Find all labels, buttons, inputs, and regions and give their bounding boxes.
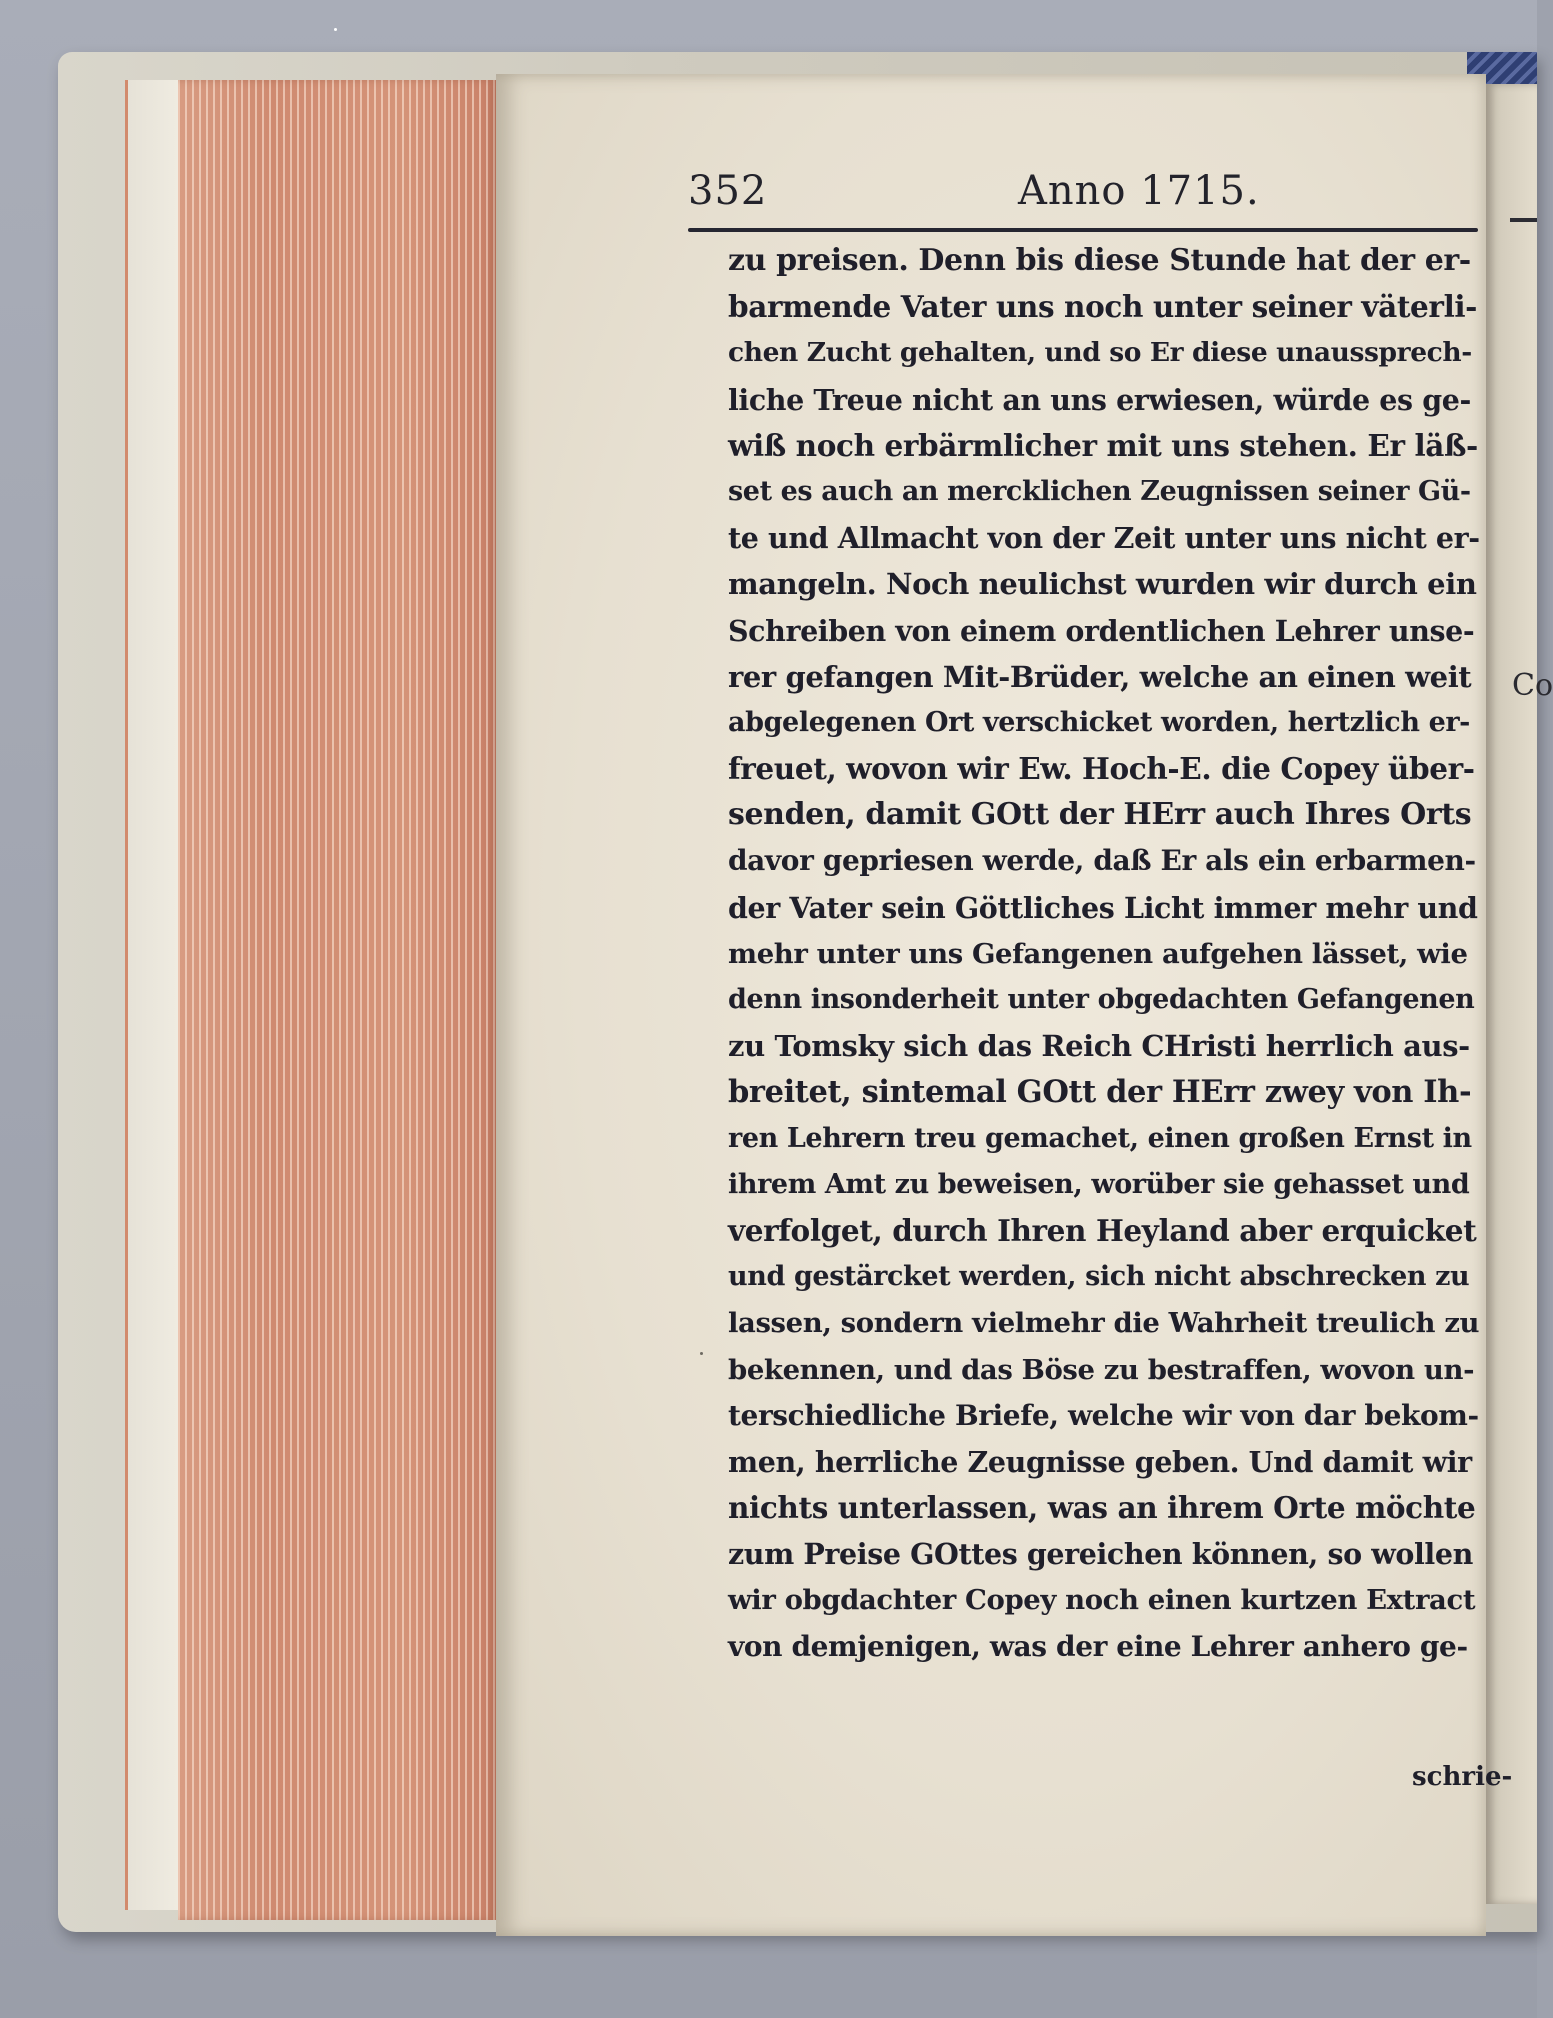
body-text (728, 238, 1480, 1670)
page-header (688, 168, 1478, 224)
text-line: zu preisen. Denn bis diese Stunde hat der er- (728, 243, 1471, 278)
text-line: liche Treue nicht an uns erwiesen, würde es ge- (728, 382, 1471, 417)
text-line: von demjenigen, was der eine Lehrer anhero ge- (728, 1629, 1468, 1663)
red-sprinkled-page-edges (178, 80, 496, 1920)
running-head: Anno 1715. (1018, 168, 1260, 214)
page-number: 352 (688, 168, 768, 214)
text-line: verfolget, durch Ihren Heyland aber erquicket (728, 1212, 1477, 1248)
text-line: lassen, sondern vielmehr die Wahrheit treulich zu (728, 1307, 1480, 1340)
text-line: der Vater sein Göttliches Licht immer mehr und (728, 890, 1478, 925)
text-line: ihrem Amt zu beweisen, worüber sie gehasset und (728, 1168, 1470, 1200)
text-line: zum Preise GOttes gereichen können, so wollen (728, 1537, 1473, 1572)
text-line: te und Allmacht von der Zeit unter uns nicht er- (728, 521, 1480, 556)
paper-speck (334, 28, 337, 31)
text-line: chen Zucht gehalten, und so Er diese unaussprech- (728, 337, 1472, 369)
text-line: set es auch an mercklichen Zeugnissen seiner Gü- (728, 475, 1471, 507)
text-line: bekennen, und das Böse zu bestraffen, wovon un- (728, 1353, 1475, 1386)
text-line: ren Lehrern treu gemachet, einen großen Ernst in (728, 1122, 1472, 1154)
text-line: senden, damit GOtt der HErr auch Ihres Orts (728, 797, 1472, 833)
text-line: barmende Vater uns noch unter seiner väterli- (728, 289, 1478, 325)
text-line: freuet, wovon wir Ew. Hoch-E. die Copey über- (728, 751, 1475, 787)
text-line: mehr unter uns Gefangenen aufgehen lässet, wie (728, 937, 1468, 970)
text-line: Schreiben von einem ordentlichen Lehrer unse- (728, 613, 1475, 648)
next-page-text-fragment: Co (1512, 668, 1553, 703)
text-line: terschiedliche Briefe, welche wir von dar bekom- (728, 1398, 1479, 1432)
next-page-sliver (1486, 84, 1537, 1904)
header-rule (688, 228, 1478, 232)
paper-speck (700, 1352, 703, 1355)
text-line: breitet, sintemal GOtt der HErr zwey von Ih- (728, 1074, 1472, 1111)
catchword: schrie- (1412, 1762, 1513, 1792)
text-line: zu Tomsky sich das Reich CHristi herrlich aus- (728, 1029, 1470, 1064)
text-line: wir obgdachter Copey noch einen kurtzen Extract (728, 1584, 1476, 1617)
text-line: wiß noch erbärmlicher mit uns stehen. Er läß- (728, 427, 1478, 463)
text-line: mangeln. Noch neulichst wurden wir durch ein (728, 567, 1477, 602)
next-page-rule-fragment (1510, 218, 1537, 222)
text-line: denn insonderheit unter obgedachten Gefangenen (728, 984, 1475, 1015)
text-line: davor gepriesen werde, daß Er als ein erbarmen- (728, 844, 1476, 878)
text-line: abgelegenen Ort verschicket worden, hertzlich er- (728, 706, 1470, 738)
text-line: men, herrliche Zeugnisse geben. Und damit wir (728, 1444, 1472, 1479)
text-line: nichts unterlassen, was an ihrem Orte möchte (728, 1490, 1476, 1526)
text-line: und gestärcket werden, sich nicht abschrecken zu (728, 1261, 1470, 1293)
text-line: rer gefangen Mit-Brüder, welche an einen weit (728, 659, 1472, 694)
